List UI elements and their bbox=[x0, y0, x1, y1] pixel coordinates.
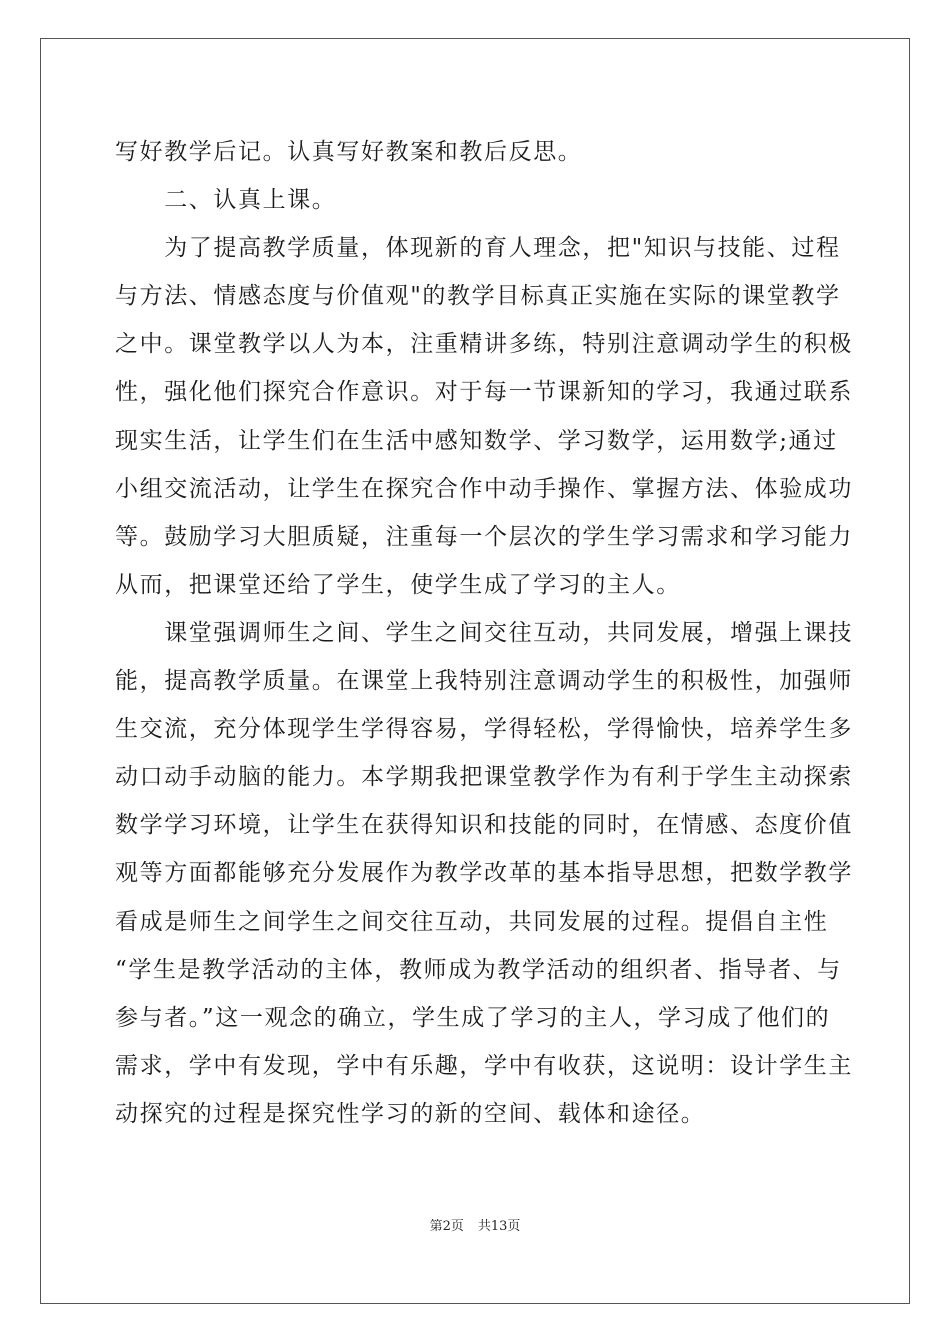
text-line: 与方法、情感态度与价值观"的教学目标真正实施在实际的课堂教学 bbox=[115, 283, 841, 310]
text-line: 数学学习环境，让学生在获得知识和技能的同时，在情感、态度价值 bbox=[115, 812, 853, 839]
text-line: 现实生活，让学生们在生活中感知数学、学习数学，运用数学;通过 bbox=[115, 427, 838, 454]
text-line: 看成是师生之间学生之间交往互动，共同发展的过程。提倡自主性 bbox=[115, 908, 829, 935]
page-footer bbox=[0, 1219, 950, 1235]
document-body bbox=[115, 128, 853, 1138]
text-line: 需求，学中有发现，学中有乐趣，学中有收获，这说明：设计学生主 bbox=[115, 1052, 853, 1079]
text-line: 写好教学后记。认真写好教案和教后反思。 bbox=[115, 139, 583, 165]
page-number: 第2页 bbox=[429, 1219, 464, 1234]
text-line: 之中。课堂教学以人为本，注重精讲多练，特别注意调动学生的积极 bbox=[115, 331, 853, 358]
text-line: 参与者。”这一观念的确立，学生成了学习的主人，学习成了他们的 bbox=[115, 1004, 831, 1031]
text-line: 观等方面都能够充分发展作为教学改革的基本指导思想，把数学教学 bbox=[115, 860, 853, 887]
text-line: 性，强化他们探究合作意识。对于每一节课新知的学习，我通过联系 bbox=[115, 379, 853, 406]
text-line: 等。鼓励学习大胆质疑，注重每一个层次的学生学习需求和学习能力 bbox=[115, 523, 853, 550]
text-line: 小组交流活动，让学生在探究合作中动手操作、掌握方法、体验成功 bbox=[115, 475, 853, 502]
text-line: 动口动手动脑的能力。本学期我把课堂教学作为有利于学生主动探索 bbox=[115, 764, 853, 791]
text-line: “学生是教学活动的主体，教师成为教学活动的组织者、指导者、与 bbox=[115, 956, 842, 983]
text-line: 生交流，充分体现学生学得容易，学得轻松，学得愉快，培养学生多 bbox=[115, 716, 853, 743]
section-heading: 二、认真上课。 bbox=[115, 187, 337, 214]
text-line: 从而，把课堂还给了学生，使学生成了学习的主人。 bbox=[115, 571, 681, 598]
text-line: 为了提高教学质量，体现新的育人理念，把"知识与技能、过程 bbox=[115, 235, 841, 262]
text-line: 课堂强调师生之间、学生之间交往互动，共同发展，增强上课技 bbox=[115, 619, 853, 646]
page-total: 共13页 bbox=[477, 1219, 521, 1234]
text-line: 能，提高教学质量。在课堂上我特别注意调动学生的积极性，加强师 bbox=[115, 668, 853, 695]
text-line: 动探究的过程是探究性学习的新的空间、载体和途径。 bbox=[115, 1100, 706, 1127]
